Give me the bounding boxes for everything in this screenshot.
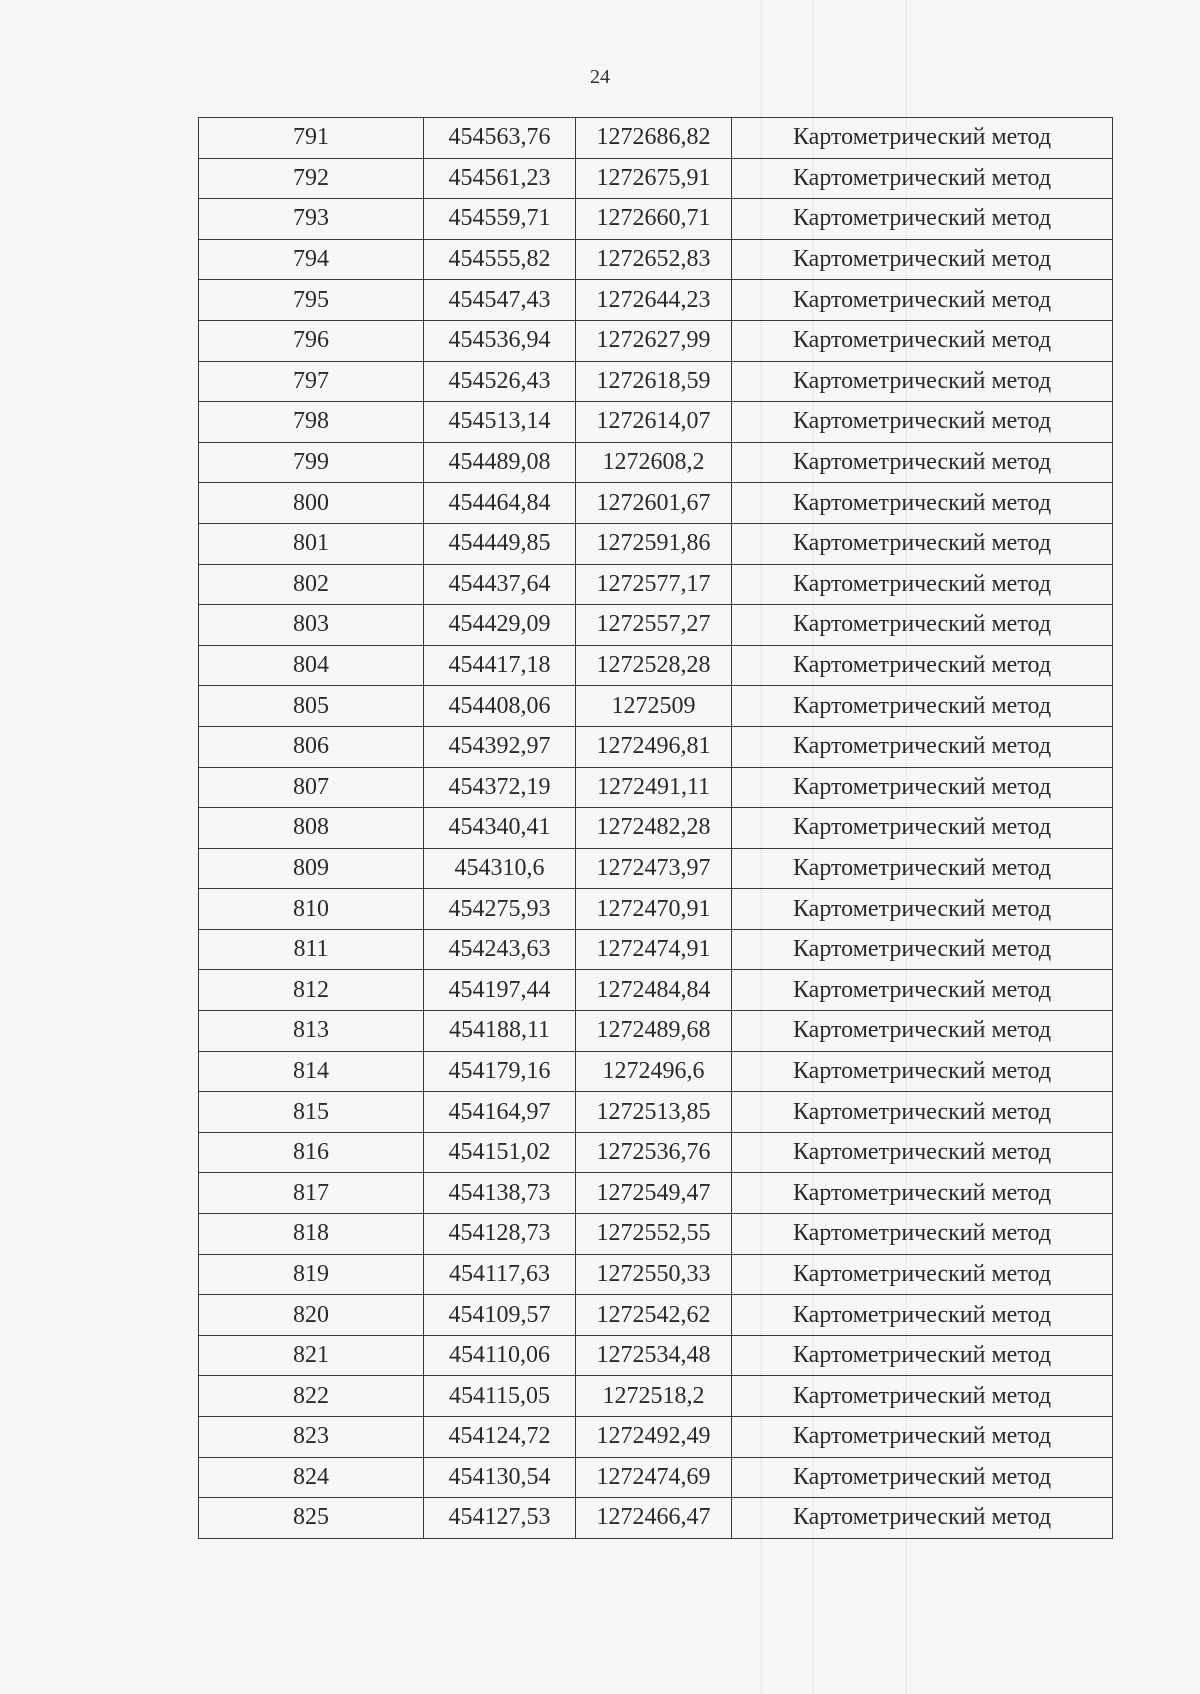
y-coordinate-cell: 1272509 — [576, 686, 732, 727]
table-row — [199, 686, 1113, 727]
point-number-cell: 823 — [199, 1417, 424, 1458]
point-number-cell: 810 — [199, 889, 424, 930]
table-row — [199, 1417, 1113, 1458]
point-number-cell: 792 — [199, 158, 424, 199]
method-cell: Картометрический метод — [732, 889, 1113, 930]
method-cell: Картометрический метод — [732, 808, 1113, 849]
point-number-cell: 815 — [199, 1092, 424, 1133]
method-cell: Картометрический метод — [732, 442, 1113, 483]
table-row — [199, 808, 1113, 849]
table-row — [199, 280, 1113, 321]
table-row — [199, 1051, 1113, 1092]
x-coordinate-cell: 454408,06 — [424, 686, 576, 727]
method-cell: Картометрический метод — [732, 1376, 1113, 1417]
point-number-cell: 824 — [199, 1457, 424, 1498]
y-coordinate-cell: 1272528,28 — [576, 645, 732, 686]
table-row — [199, 564, 1113, 605]
x-coordinate-cell: 454197,44 — [424, 970, 576, 1011]
method-cell: Картометрический метод — [732, 199, 1113, 240]
y-coordinate-cell: 1272608,2 — [576, 442, 732, 483]
x-coordinate-cell: 454117,63 — [424, 1254, 576, 1295]
y-coordinate-cell: 1272473,97 — [576, 848, 732, 889]
table-row — [199, 1092, 1113, 1133]
x-coordinate-cell: 454555,82 — [424, 239, 576, 280]
x-coordinate-cell: 454128,73 — [424, 1214, 576, 1255]
x-coordinate-cell: 454115,05 — [424, 1376, 576, 1417]
method-cell: Картометрический метод — [732, 1092, 1113, 1133]
table-row — [199, 118, 1113, 159]
y-coordinate-cell: 1272513,85 — [576, 1092, 732, 1133]
method-cell: Картометрический метод — [732, 1417, 1113, 1458]
x-coordinate-cell: 454561,23 — [424, 158, 576, 199]
x-coordinate-cell: 454310,6 — [424, 848, 576, 889]
y-coordinate-cell: 1272557,27 — [576, 605, 732, 646]
coordinates-table-body — [199, 118, 1113, 1539]
table-row — [199, 483, 1113, 524]
method-cell: Картометрический метод — [732, 929, 1113, 970]
method-cell: Картометрический метод — [732, 726, 1113, 767]
point-number-cell: 797 — [199, 361, 424, 402]
page-number: 24 — [590, 66, 610, 88]
y-coordinate-cell: 1272660,71 — [576, 199, 732, 240]
coordinates-table — [198, 117, 1113, 1539]
x-coordinate-cell: 454124,72 — [424, 1417, 576, 1458]
table-row — [199, 239, 1113, 280]
point-number-cell: 806 — [199, 726, 424, 767]
x-coordinate-cell: 454392,97 — [424, 726, 576, 767]
table-row — [199, 320, 1113, 361]
point-number-cell: 807 — [199, 767, 424, 808]
x-coordinate-cell: 454372,19 — [424, 767, 576, 808]
table-row — [199, 361, 1113, 402]
table-row — [199, 1011, 1113, 1052]
point-number-cell: 819 — [199, 1254, 424, 1295]
point-number-cell: 796 — [199, 320, 424, 361]
x-coordinate-cell: 454449,85 — [424, 523, 576, 564]
point-number-cell: 818 — [199, 1214, 424, 1255]
y-coordinate-cell: 1272496,6 — [576, 1051, 732, 1092]
y-coordinate-cell: 1272536,76 — [576, 1132, 732, 1173]
y-coordinate-cell: 1272577,17 — [576, 564, 732, 605]
y-coordinate-cell: 1272534,48 — [576, 1335, 732, 1376]
point-number-cell: 791 — [199, 118, 424, 159]
x-coordinate-cell: 454513,14 — [424, 402, 576, 443]
y-coordinate-cell: 1272591,86 — [576, 523, 732, 564]
point-number-cell: 809 — [199, 848, 424, 889]
y-coordinate-cell: 1272518,2 — [576, 1376, 732, 1417]
point-number-cell: 804 — [199, 645, 424, 686]
method-cell: Картометрический метод — [732, 686, 1113, 727]
table-row — [199, 402, 1113, 443]
y-coordinate-cell: 1272491,11 — [576, 767, 732, 808]
table-row — [199, 848, 1113, 889]
point-number-cell: 805 — [199, 686, 424, 727]
point-number-cell: 816 — [199, 1132, 424, 1173]
y-coordinate-cell: 1272542,62 — [576, 1295, 732, 1336]
x-coordinate-cell: 454526,43 — [424, 361, 576, 402]
table-row — [199, 442, 1113, 483]
point-number-cell: 814 — [199, 1051, 424, 1092]
point-number-cell: 821 — [199, 1335, 424, 1376]
x-coordinate-cell: 454417,18 — [424, 645, 576, 686]
method-cell: Картометрический метод — [732, 158, 1113, 199]
table-row — [199, 158, 1113, 199]
x-coordinate-cell: 454340,41 — [424, 808, 576, 849]
method-cell: Картометрический метод — [732, 970, 1113, 1011]
x-coordinate-cell: 454130,54 — [424, 1457, 576, 1498]
table-row — [199, 199, 1113, 240]
table-row — [199, 1295, 1113, 1336]
y-coordinate-cell: 1272470,91 — [576, 889, 732, 930]
x-coordinate-cell: 454275,93 — [424, 889, 576, 930]
method-cell: Картометрический метод — [732, 280, 1113, 321]
point-number-cell: 795 — [199, 280, 424, 321]
method-cell: Картометрический метод — [732, 1295, 1113, 1336]
point-number-cell: 798 — [199, 402, 424, 443]
point-number-cell: 802 — [199, 564, 424, 605]
x-coordinate-cell: 454127,53 — [424, 1498, 576, 1539]
method-cell: Картометрический метод — [732, 767, 1113, 808]
table-row — [199, 523, 1113, 564]
y-coordinate-cell: 1272686,82 — [576, 118, 732, 159]
table-row — [199, 889, 1113, 930]
x-coordinate-cell: 454110,06 — [424, 1335, 576, 1376]
table-row — [199, 1173, 1113, 1214]
x-coordinate-cell: 454437,64 — [424, 564, 576, 605]
y-coordinate-cell: 1272484,84 — [576, 970, 732, 1011]
point-number-cell: 800 — [199, 483, 424, 524]
point-number-cell: 793 — [199, 199, 424, 240]
y-coordinate-cell: 1272474,91 — [576, 929, 732, 970]
method-cell: Картометрический метод — [732, 1051, 1113, 1092]
y-coordinate-cell: 1272618,59 — [576, 361, 732, 402]
point-number-cell: 808 — [199, 808, 424, 849]
point-number-cell: 801 — [199, 523, 424, 564]
table-row — [199, 1335, 1113, 1376]
table-row — [199, 1457, 1113, 1498]
y-coordinate-cell: 1272652,83 — [576, 239, 732, 280]
point-number-cell: 822 — [199, 1376, 424, 1417]
x-coordinate-cell: 454547,43 — [424, 280, 576, 321]
method-cell: Картометрический метод — [732, 1173, 1113, 1214]
method-cell: Картометрический метод — [732, 1457, 1113, 1498]
y-coordinate-cell: 1272675,91 — [576, 158, 732, 199]
point-number-cell: 803 — [199, 605, 424, 646]
method-cell: Картометрический метод — [732, 645, 1113, 686]
method-cell: Картометрический метод — [732, 1214, 1113, 1255]
method-cell: Картометрический метод — [732, 483, 1113, 524]
x-coordinate-cell: 454151,02 — [424, 1132, 576, 1173]
x-coordinate-cell: 454179,16 — [424, 1051, 576, 1092]
table-row — [199, 970, 1113, 1011]
x-coordinate-cell: 454489,08 — [424, 442, 576, 483]
method-cell: Картометрический метод — [732, 118, 1113, 159]
table-row — [199, 929, 1113, 970]
x-coordinate-cell: 454109,57 — [424, 1295, 576, 1336]
table-row — [199, 1376, 1113, 1417]
method-cell: Картометрический метод — [732, 320, 1113, 361]
y-coordinate-cell: 1272496,81 — [576, 726, 732, 767]
table-row — [199, 1254, 1113, 1295]
x-coordinate-cell: 454559,71 — [424, 199, 576, 240]
method-cell: Картометрический метод — [732, 1132, 1113, 1173]
table-row — [199, 645, 1113, 686]
table-row — [199, 1132, 1113, 1173]
table-row — [199, 1214, 1113, 1255]
y-coordinate-cell: 1272614,07 — [576, 402, 732, 443]
y-coordinate-cell: 1272492,49 — [576, 1417, 732, 1458]
y-coordinate-cell: 1272549,47 — [576, 1173, 732, 1214]
y-coordinate-cell: 1272552,55 — [576, 1214, 732, 1255]
method-cell: Картометрический метод — [732, 361, 1113, 402]
point-number-cell: 794 — [199, 239, 424, 280]
x-coordinate-cell: 454243,63 — [424, 929, 576, 970]
method-cell: Картометрический метод — [732, 523, 1113, 564]
y-coordinate-cell: 1272482,28 — [576, 808, 732, 849]
x-coordinate-cell: 454536,94 — [424, 320, 576, 361]
y-coordinate-cell: 1272474,69 — [576, 1457, 732, 1498]
method-cell: Картометрический метод — [732, 1254, 1113, 1295]
point-number-cell: 812 — [199, 970, 424, 1011]
table-row — [199, 767, 1113, 808]
method-cell: Картометрический метод — [732, 1335, 1113, 1376]
x-coordinate-cell: 454429,09 — [424, 605, 576, 646]
x-coordinate-cell: 454563,76 — [424, 118, 576, 159]
y-coordinate-cell: 1272644,23 — [576, 280, 732, 321]
point-number-cell: 799 — [199, 442, 424, 483]
table-row — [199, 726, 1113, 767]
y-coordinate-cell: 1272601,67 — [576, 483, 732, 524]
method-cell: Картометрический метод — [732, 1011, 1113, 1052]
x-coordinate-cell: 454164,97 — [424, 1092, 576, 1133]
method-cell: Картометрический метод — [732, 239, 1113, 280]
point-number-cell: 825 — [199, 1498, 424, 1539]
x-coordinate-cell: 454138,73 — [424, 1173, 576, 1214]
method-cell: Картометрический метод — [732, 564, 1113, 605]
x-coordinate-cell: 454188,11 — [424, 1011, 576, 1052]
table-row — [199, 1498, 1113, 1539]
method-cell: Картометрический метод — [732, 402, 1113, 443]
y-coordinate-cell: 1272466,47 — [576, 1498, 732, 1539]
point-number-cell: 817 — [199, 1173, 424, 1214]
y-coordinate-cell: 1272627,99 — [576, 320, 732, 361]
point-number-cell: 820 — [199, 1295, 424, 1336]
x-coordinate-cell: 454464,84 — [424, 483, 576, 524]
point-number-cell: 813 — [199, 1011, 424, 1052]
point-number-cell: 811 — [199, 929, 424, 970]
table-row — [199, 605, 1113, 646]
method-cell: Картометрический метод — [732, 605, 1113, 646]
y-coordinate-cell: 1272489,68 — [576, 1011, 732, 1052]
method-cell: Картометрический метод — [732, 1498, 1113, 1539]
method-cell: Картометрический метод — [732, 848, 1113, 889]
y-coordinate-cell: 1272550,33 — [576, 1254, 732, 1295]
